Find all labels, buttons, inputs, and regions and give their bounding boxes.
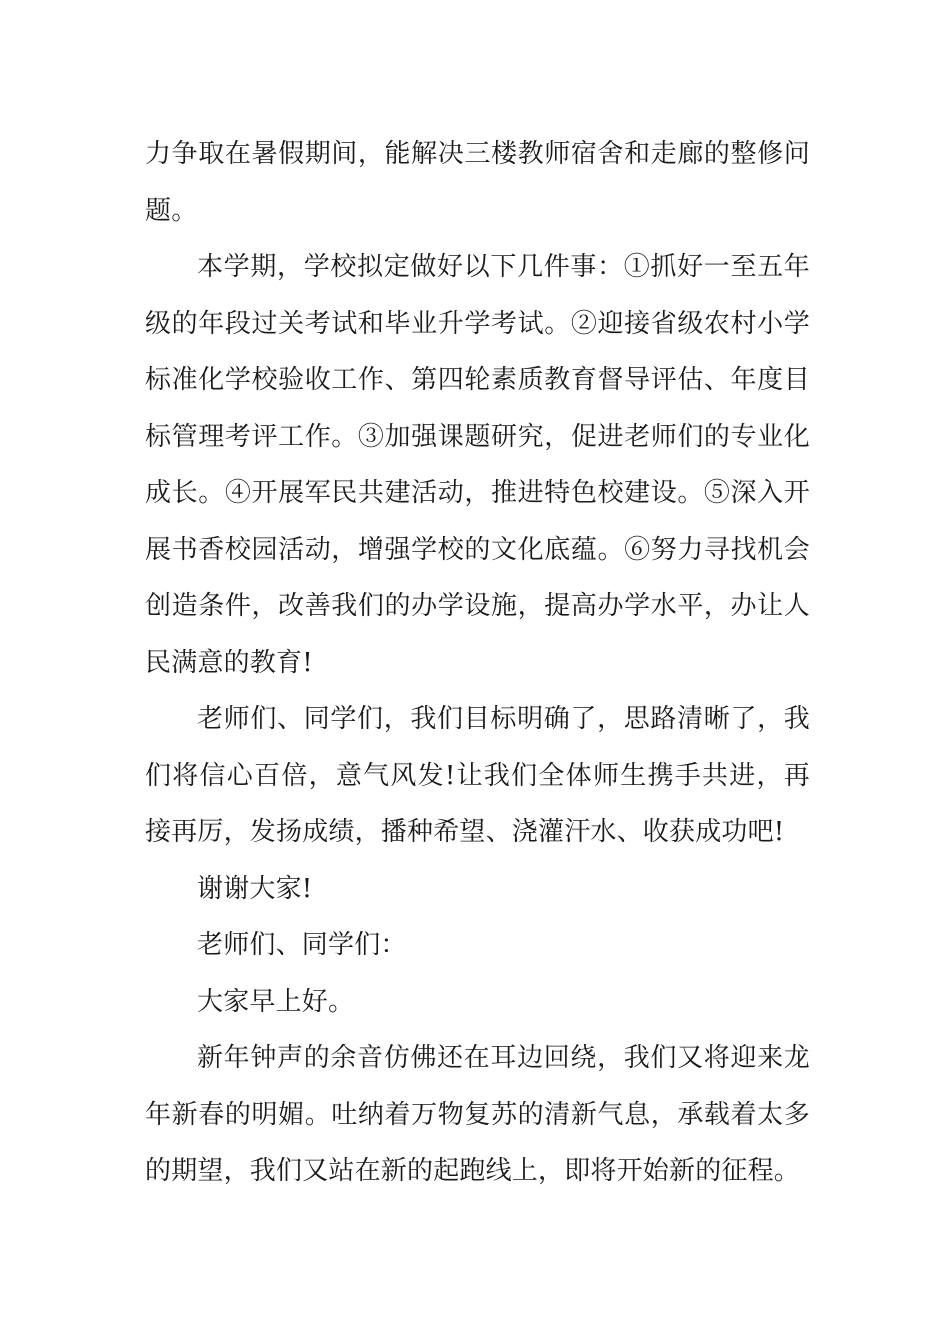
paragraph-renovation: 力争取在暑假期间，能解决三楼教师宿舍和走廊的整修问题。 <box>145 139 810 226</box>
paragraph-thanks: 谢谢大家! <box>197 873 313 904</box>
paragraph-goals: 老师们、同学们，我们目标明确了，思路清晰了，我们将信心百倍，意气风发!让我们全体师生携手共进，再接再厉，发扬成绩，播种希望、浇灌汗水、收获成功吧! <box>145 704 810 847</box>
paragraph-greeting: 大家早上好。 <box>197 986 355 1017</box>
document-body <box>145 126 810 1200</box>
paragraph-salutation: 老师们、同学们： <box>197 930 407 960</box>
paragraph-new-year: 新年钟声的余音仿佛还在耳边回绕，我们又将迎来龙年新春的明媚。吐纳着万物复苏的清新气息，承载着太多的期望，我们又站在新的起跑线上，即将开始新的征程。 <box>145 1043 810 1186</box>
paragraph-semester-plans: 本学期，学校拟定做好以下几件事：①抓好一至五年级的年段过关考试和毕业升学考试。②迎接省级农村小学标准化学校验收工作、第四轮素质教育督导评估、年度目标管理考评工作。③加强课题研究，促进老师们的专业化成长。④开展军民共建活动，推进特色校建设。⑤深入开展书香校园活动，增强学校的文化底蕴。⑥努力寻找机会创造条件，改善我们的办学设施，提高办学水平，办让人民满意的教育! <box>145 252 810 678</box>
